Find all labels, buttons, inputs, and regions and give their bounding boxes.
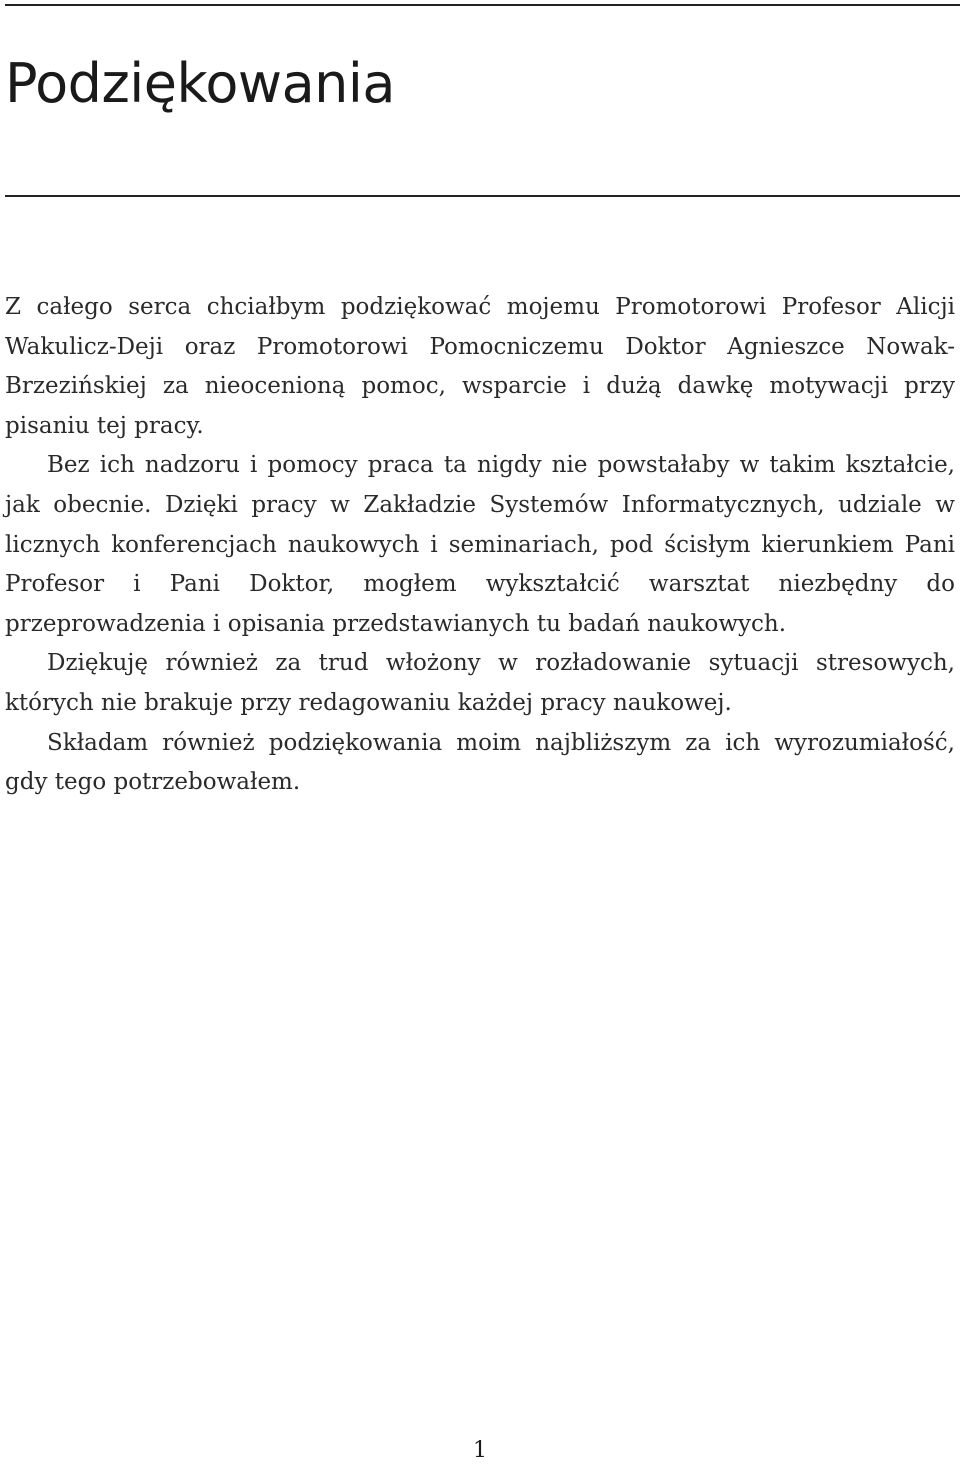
page-number: 1 — [473, 1438, 487, 1463]
paragraph-2: Bez ich nadzoru i pomocy praca ta nigdy nie powstałaby w takim kształcie, jak obecnie. Dzięki pracy w Zakładzie Systemów Informatycznych, udziale w licznych konferencjach naukowych i seminariach, pod ścisłym kierunkiem Pani Profesor i Pani Doktor, mogłem wykształcić warsztat niezbędny do przeprowadzenia i opisania przedstawianych tu badań naukowych. — [5, 452, 955, 637]
acknowledgements-body — [5, 288, 955, 803]
paragraph-4: Składam również podziękowania moim najbliższym za ich wyrozumiałość, gdy tego potrzebowałem. — [5, 729, 955, 796]
title-underline-rule — [5, 195, 960, 197]
top-rule — [5, 4, 960, 6]
paragraph-1: Z całego serca chciałbym podziękować mojemu Promotorowi Profesor Alicji Wakulicz-Deji oraz Promotorowi Pomocniczemu Doktor Agnieszce Nowak-Brzezińskiej za nieocenioną pomoc, wsparcie i dużą dawkę motywacji przy pisaniu tej pracy. — [5, 294, 955, 439]
chapter-title: Podziękowania — [5, 52, 395, 115]
paragraph-3: Dziękuję również za trud włożony w rozładowanie sytuacji stresowych, których nie brakuje przy redagowaniu każdej pracy naukowej. — [5, 650, 955, 716]
